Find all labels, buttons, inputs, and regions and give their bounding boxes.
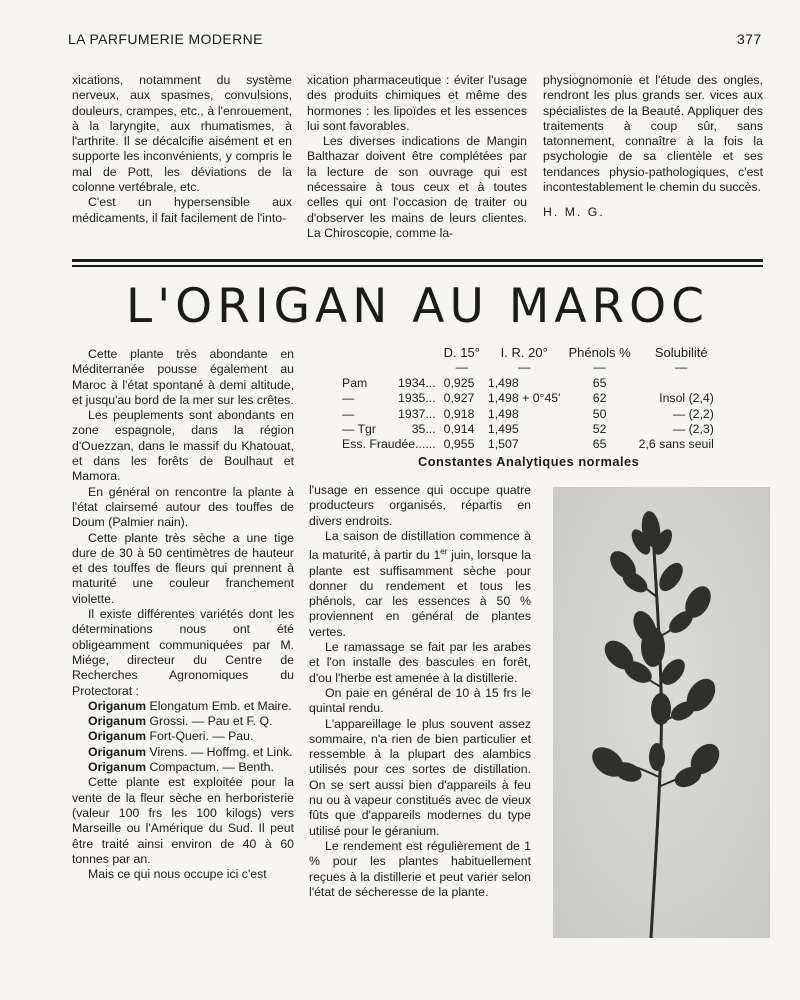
- paragraph: C'est un hypersensible aux médicaments, il fait facilement de l'into-: [72, 195, 292, 225]
- paragraph: Les peuplements sont abondants en zone espagnole, dans la région d'Ouezzan, dans le massif du Khatouat, et dans les forêts de Boulhaut et Mamora.: [72, 408, 294, 484]
- paragraph: Cette plante très sèche a une tige dure de 30 à 50 centimètres de hauteur et des touffes de fleurs qui prennent à maturité une couleur franchement violette.: [72, 530, 294, 606]
- refraction-value: 1,498: [487, 406, 519, 421]
- paragraph: xication pharmaceutique : éviter l'usage des produits chimiques et même des hormones : les lipoïdes et les essences lui sont favorables.: [307, 73, 527, 133]
- variety-item: [72, 760, 294, 775]
- solubility-value: Insol (2,4): [659, 391, 714, 406]
- density-value: 0,914: [443, 422, 475, 437]
- variety-species: Fort-Queri. — Pau.: [146, 729, 254, 744]
- paragraph: L'appareillage le plus souvent assez sommaire, n'a rien de bien particulier et ressemble à la plupart des alambics utilisés pour ces sortes de distillation. On se sert aussi bien d'appareils à feu nu ou à vapeur constitués avec de vieux fûts que d'appareils modernes du type utilisé pour le géranium.: [309, 716, 531, 838]
- ordinal-number: 1: [433, 548, 441, 563]
- density-value: 0,955: [443, 437, 475, 452]
- sample-name: Pam: [342, 375, 368, 390]
- variety-genus: Origanum: [88, 760, 147, 775]
- paragraph: physiognomonie et l'étude des ongles, rendront les plus grands ser. vices aux spécialistes de la Beauté. Appliquer des traitements à coup sûr, sans tatonnement, connaître à la fois la psychologie de sa clientèle et ses tendances physio-pathologiques, c'est incontestablement le chemin du succès.: [543, 73, 763, 195]
- column-header: I. R. 20°: [500, 345, 548, 360]
- article-column-2: [309, 483, 531, 900]
- article-title: L'ORIGAN AU MAROC: [126, 279, 709, 334]
- table-row: [338, 407, 718, 422]
- sample-year: 1935...: [398, 391, 436, 406]
- variety-item: [72, 729, 294, 744]
- phenols-value: 65: [592, 375, 607, 390]
- solubility-value: — (2,2): [672, 406, 714, 421]
- variety-species: Elongatum Emb. et Maire.: [146, 698, 292, 713]
- refraction-value: 1,495: [487, 422, 519, 437]
- refraction-value: 1,498 + 0°45': [487, 391, 561, 406]
- density-value: 0,927: [443, 391, 475, 406]
- paragraph: Cette plante est exploitée pour la vente de la fleur sèche en herboristerie (valeur 100 frs les 100 kilogs) vers Marseille ou l'Amérique du Sud. Il peut être traité ainsi environ de 40 à 60 tonnes par an.: [72, 775, 294, 866]
- column-header: D. 15°: [443, 345, 480, 360]
- table-dash-row: [338, 360, 718, 375]
- constants-table: [338, 345, 718, 453]
- paragraph: Il existe différentes variétés dont les déterminations nous ont été obligeamment communiquées par M. Miége, directeur du Centre de Recherches Agronomiques du Protectorat :: [72, 607, 294, 698]
- paragraph: Les diverses indications de Mangin Balthazar doivent être complétées par la lecture de son ouvrage qui est nécessaire à tous ceux et à toutes celles qui ont l'occasion de traiter ou d'observer les mains de leurs clientes. La Chiroscopie, comme la-: [307, 134, 527, 240]
- double-rule-bottom: [72, 265, 763, 267]
- paragraph: On paie en général de 10 à 15 frs le quintal rendu.: [309, 685, 531, 716]
- table-row: [338, 437, 718, 452]
- paragraph: Mais ce qui nous occupe ici c'est: [88, 867, 267, 882]
- solubility-value: — (2,3): [672, 422, 714, 437]
- variety-species: Grossi. — Pau et F. Q.: [146, 714, 273, 729]
- double-rule-top: [72, 259, 763, 262]
- paragraph: xications, notamment du système nerveux, aux spasmes, convulsions, douleurs, crampes, etc., à l'enrouement, à la laryngite, aux rhumatismes, à l'arthrite. Il se décalcifie aisément et en supporte les inconvénients, y compris le mal de Pott, les déviations de la colonne vertébrale, etc.: [72, 73, 292, 195]
- variety-item: [72, 699, 294, 714]
- solubility-value: 2,6 sans seuil: [638, 437, 714, 452]
- variety-species: Virens. — Hoffmg. et Link.: [146, 744, 293, 759]
- previous-article-column-3: [543, 73, 763, 221]
- phenols-value: 62: [592, 391, 607, 406]
- sample-name: Ess. Fraudée......: [342, 437, 436, 452]
- phenols-value: 52: [592, 422, 607, 437]
- origanum-plant-photo: [553, 487, 770, 938]
- previous-article-column-2: [307, 73, 527, 241]
- density-value: 0,925: [443, 375, 475, 390]
- ordinal-suffix: er: [440, 547, 448, 557]
- refraction-value: 1,498: [487, 375, 519, 390]
- author-signature: H. M. G.: [543, 205, 605, 220]
- sample-name: —: [342, 406, 355, 421]
- variety-item: [72, 745, 294, 760]
- header-dash: —: [675, 360, 688, 375]
- variety-item: [72, 714, 294, 729]
- sample-name: —: [342, 391, 355, 406]
- density-value: 0,918: [443, 406, 475, 421]
- solubility-value: [635, 376, 718, 391]
- refraction-value: 1,507: [487, 437, 519, 452]
- column-header: Phénols %: [568, 345, 631, 360]
- variety-genus: Origanum: [88, 744, 147, 759]
- table-row: [338, 376, 718, 391]
- paragraph: Le rendement est régulièrement de 1 % pour les plantes habituellement reçues à la distillerie et peut varier selon l'état de sécheresse de la plante.: [309, 838, 531, 899]
- table-row: [338, 391, 718, 406]
- sample-year: 35...: [411, 422, 436, 437]
- sample-year: 1937...: [398, 406, 436, 421]
- previous-article-column-1: [72, 73, 292, 226]
- table-caption: Constantes Analytiques normales: [418, 453, 640, 469]
- variety-species: Compactum. — Benth.: [146, 760, 274, 775]
- journal-title: LA PARFUMERIE MODERNE: [68, 31, 263, 47]
- header-dash: —: [593, 360, 606, 375]
- variety-genus: Origanum: [88, 729, 147, 744]
- text-run: juin, lorsque la plante est suffisamment sèche pour donner du rendement et tous les phénols, car les essences à 50 % proviennent en général de plantes vertes.: [309, 548, 531, 639]
- header-dash: —: [518, 360, 531, 375]
- phenols-value: 65: [592, 437, 607, 452]
- constants-table-block: [338, 345, 768, 469]
- header-dash: —: [455, 360, 468, 375]
- paragraph: Cette plante très abondante en Méditerranée pousse également au Maroc à l'état spontané à demi altitude, et jusqu'au bord de la mer sur les crêtes.: [72, 347, 294, 407]
- article-column-1: [72, 347, 294, 882]
- paragraph: Le ramassage se fait par les arabes et l'on installe des bascules en forêt, d'ou l'herbe est amenée à la distillerie.: [309, 640, 531, 685]
- phenols-value: 50: [592, 406, 607, 421]
- table-header-row: [338, 345, 718, 360]
- page-number: 377: [737, 31, 762, 47]
- variety-genus: Origanum: [88, 698, 147, 713]
- sample-year: 1934...: [398, 375, 436, 390]
- sample-name: — Tgr: [342, 422, 376, 437]
- paragraph: l'usage en essence qui occupe quatre producteurs organisés, répartis en divers endroits.: [309, 483, 531, 528]
- paragraph: En général on rencontre la plante à l'état clairsemé autour des touffes de Doum (Palmier nain).: [72, 484, 294, 530]
- text-run: La saison de distillation commence à la maturité, à partir du: [309, 528, 531, 563]
- variety-genus: Origanum: [88, 714, 147, 729]
- table-row: [338, 422, 718, 437]
- column-header: Solubilité: [654, 345, 708, 360]
- paragraph: [309, 529, 531, 640]
